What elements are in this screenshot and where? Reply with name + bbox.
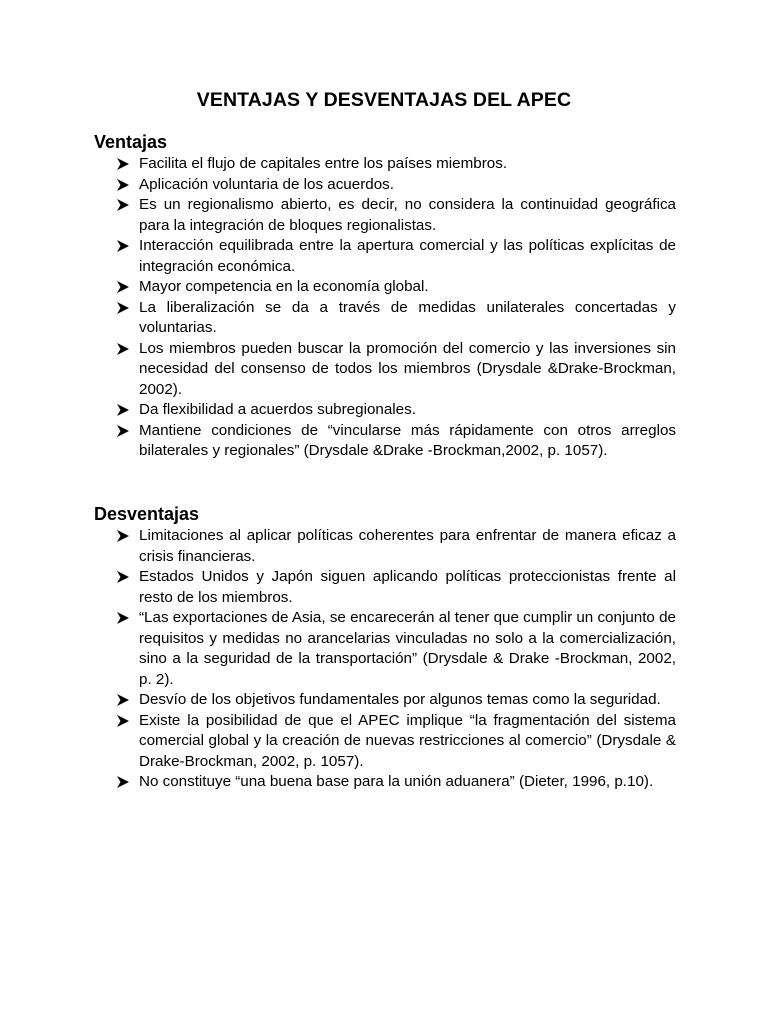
list-item [94, 690, 676, 711]
arrowhead-bullet-icon [116, 301, 130, 315]
list-item-text: Los miembros pueden buscar la promoción del comercio y las inversiones sin necesidad del consenso de todos los miembros (Drysdale &Drake-Brockman, 2002). [139, 339, 676, 398]
list-item-text: Existe la posibilidad de que el APEC implique “la fragmentación del sistema comercial global y la creación de nuevas restricciones al comercio” (Drysdale & Drake-Brockman, 2002, p. 1057). [139, 711, 676, 770]
list-item [94, 772, 676, 793]
list-item-text: La liberalización se da a través de medidas unilaterales concertadas y voluntarias. [139, 298, 676, 336]
list-item [94, 236, 676, 277]
list-item [94, 608, 676, 690]
arrowhead-bullet-icon [116, 280, 130, 294]
list-item [94, 195, 676, 236]
list-item [94, 400, 676, 421]
list-item [94, 421, 676, 462]
list-item [94, 526, 676, 567]
arrowhead-bullet-icon [116, 570, 130, 584]
ventajas-section [94, 131, 676, 462]
list-item [94, 339, 676, 401]
arrowhead-bullet-icon [116, 342, 130, 356]
list-item-text: No constituye “una buena base para la unión aduanera” (Dieter, 1996, p.10). [139, 773, 654, 790]
arrowhead-bullet-icon [116, 714, 130, 728]
list-item-text: “Las exportaciones de Asia, se encarecerán al tener que cumplir un conjunto de requisitos y medidas no arancelarias vinculadas no solo a la comercialización, sino a la seguridad de la transportación” (Drysdale & Drake -Brockman, 2002, p. 2). [139, 609, 676, 688]
list-item-text: Mantiene condiciones de “vincularse más rápidamente con otros arreglos bilaterales y regionales” (Drysdale &Drake -Brockman,2002, p. 1057). [139, 421, 676, 459]
arrowhead-bullet-icon [116, 529, 130, 543]
list-item [94, 175, 676, 196]
arrowhead-bullet-icon [116, 424, 130, 438]
desventajas-section [94, 503, 676, 793]
arrowhead-bullet-icon [116, 157, 130, 171]
list-item [94, 298, 676, 339]
list-item-text: Interacción equilibrada entre la apertura comercial y las políticas explícitas de integración económica. [139, 237, 676, 275]
arrowhead-bullet-icon [116, 693, 130, 707]
list-item-text: Facilita el flujo de capitales entre los países miembros. [139, 155, 508, 172]
list-item-text: Desvío de los objetivos fundamentales por algunos temas como la seguridad. [139, 691, 661, 708]
desventajas-list [94, 526, 676, 793]
list-item [94, 711, 676, 773]
ventajas-heading: Ventajas [94, 132, 168, 152]
arrowhead-bullet-icon [116, 239, 130, 253]
list-item [94, 154, 676, 175]
list-item [94, 567, 676, 608]
list-item-text: Estados Unidos y Japón siguen aplicando políticas proteccionistas frente al resto de los miembros. [139, 568, 676, 606]
desventajas-heading: Desventajas [94, 504, 200, 524]
arrowhead-bullet-icon [116, 775, 130, 789]
arrowhead-bullet-icon [116, 403, 130, 417]
list-item-text: Es un regionalismo abierto, es decir, no considera la continuidad geográfica para la integración de bloques regionalistas. [139, 196, 676, 234]
document-title: VENTAJAS Y DESVENTAJAS DEL APEC [196, 89, 572, 111]
arrowhead-bullet-icon [116, 198, 130, 212]
list-item-text: Da flexibilidad a acuerdos subregionales. [139, 401, 416, 418]
list-item-text: Aplicación voluntaria de los acuerdos. [139, 175, 394, 193]
list-item-text: Mayor competencia en la economía global. [139, 278, 429, 295]
list-item-text: Limitaciones al aplicar políticas coherentes para enfrentar de manera eficaz a crisis financieras. [139, 527, 676, 565]
ventajas-list [94, 154, 676, 462]
arrowhead-bullet-icon [116, 178, 130, 192]
arrowhead-bullet-icon [116, 611, 130, 625]
list-item [94, 277, 676, 298]
